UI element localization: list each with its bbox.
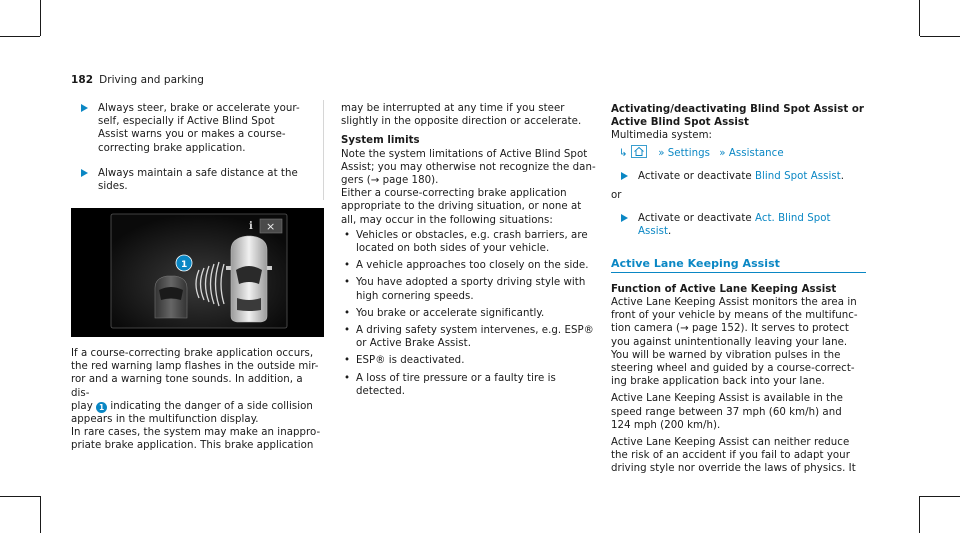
- section-heading: System limits: [341, 135, 420, 147]
- list-item: • You brake or accelerate significantly.: [341, 307, 599, 320]
- list-item: • ESP® is deactivated.: [341, 354, 599, 367]
- crop-mark: [920, 36, 960, 37]
- arrow-bullet-icon: [621, 214, 628, 222]
- section-title: Driving and parking: [99, 74, 204, 86]
- chevron-right-icon: »: [658, 147, 665, 159]
- callout-marker: 1: [96, 402, 107, 413]
- section-title: Active Lane Keeping Assist: [611, 257, 866, 273]
- home-icon[interactable]: [631, 145, 647, 158]
- column-1: [71, 102, 324, 193]
- page-number: 182: [71, 74, 94, 86]
- section-heading: Function of Active Lane Keeping Assist: [611, 283, 837, 295]
- blind-spot-display-graphic: [71, 208, 324, 337]
- menu-item-blind-spot-assist[interactable]: Blind Spot Assist: [754, 170, 841, 182]
- column-1-text: If a course-correcting brake application occurs, the red warning lamp flashes in the outside mir- ror and a warning tone sounds. In addition, a dis- play 1 indicating the danger of a side collision appears in the multifunction display. In rare cases, the system may make an inappro- priate brake application. This brake application: [71, 348, 321, 452]
- list-item: Always maintain a safe distance at the sides.: [71, 167, 324, 193]
- list-item: • A vehicle approaches too closely on the side.: [341, 259, 599, 272]
- list-item: Activate or deactivate Blind Spot Assist.: [611, 170, 866, 183]
- menu-item-assistance[interactable]: Assistance: [728, 147, 784, 159]
- arrow-bullet-icon: [81, 169, 88, 177]
- crop-mark: [919, 0, 920, 36]
- crop-mark: [40, 496, 41, 533]
- page-header: [71, 74, 204, 87]
- section-heading: Activating/deactivating Blind Spot Assist or: [611, 104, 864, 115]
- list-item: • A driving safety system intervenes, e.g. ESP® or Active Brake Assist.: [341, 324, 599, 350]
- crop-mark: [40, 0, 41, 36]
- menu-item-active-blind-spot-assist[interactable]: Act. Blind Spot Assist: [638, 213, 831, 238]
- rear-vehicle-graphic: [155, 276, 187, 318]
- list-item: • You have adopted a sporty driving style with high cornering speeds.: [341, 276, 599, 302]
- close-icon: ×: [266, 220, 276, 233]
- navigation-path: [619, 145, 866, 160]
- page-reference[interactable]: tion camera (→ page 152). It serves to protect: [611, 323, 849, 335]
- section-heading: Active Blind Spot Assist: [611, 117, 749, 129]
- return-arrow-icon: ↳: [619, 147, 628, 159]
- own-vehicle-graphic: [226, 236, 272, 322]
- page-reference[interactable]: gers (→ page 180).: [341, 175, 439, 187]
- list-item: • A loss of tire pressure or a faulty tire is detected.: [341, 372, 599, 398]
- list-item: Always steer, brake or accelerate your- self, especially if Active Blind Spot Assist warns you or makes a course- correcting brake application.: [71, 102, 324, 155]
- crop-mark: [919, 496, 920, 533]
- menu-item-settings[interactable]: Settings: [667, 147, 710, 159]
- column-2: may be interrupted at any time if you steer slightly in the opposite direction or accelerate. System limits Note the system limitations of Active Blind Spot Assist; you may otherwise not recognize the dan- gers (→ page 180). Either a course-correcting brake application appropriate to the driving situation, or none at all, may occur in the following situations: • Vehicles or obstacles, e.g. crash barriers, are located on both sides of your vehicle. • A vehicle approaches too closely on the side. • You have adopted a sporty driving style with high cornering speeds. • You brake or accelerate significantly. • A driving safety system intervenes, e.g. ESP® or Active Brake Assist. • ESP® is deactivated. • A loss of tire pressure or a faulty tire is detected.: [341, 102, 599, 398]
- crop-mark: [920, 496, 960, 497]
- arrow-bullet-icon: [621, 172, 628, 180]
- svg-text:1: 1: [181, 260, 188, 270]
- info-icon: i: [249, 221, 253, 232]
- list-item: • Vehicles or obstacles, e.g. crash barriers, are located on both sides of your vehicle.: [341, 229, 599, 255]
- column-3: Activating/deactivating Blind Spot Assist or Active Blind Spot Assist Multimedia system: ↳ » Settings » Assistance Activate or deactivate Blind Spot Assist. or Activate or deactivate Act. Blind Spot Assist. Active Lane Keeping Assist Function of Active Lane Keeping Assist Active Lane Keeping Assist monitors the area in front of your vehicle by means of the multifunc- tion camera (→ page 152). It serves to protect you against unintentionally leaving your lane. You will be warned by vibration pulses in the steering wheel and guided by a course-correct- ing brake application back into your lane. Active Lane Keeping Assist is available in the speed range between 37 mph (60 km/h) and 124 mph (200 km/h). Active Lane Keeping Assist can neither reduce the risk of an accident if you fail to adapt your driving style nor override the laws of physics. It: [611, 103, 866, 476]
- crop-mark: [0, 496, 40, 497]
- display-illustration: [71, 208, 324, 337]
- chevron-right-icon: »: [719, 147, 726, 159]
- arrow-bullet-icon: [81, 104, 88, 112]
- crop-mark: [0, 36, 40, 37]
- list-item: Activate or deactivate Act. Blind Spot Assist.: [611, 212, 866, 238]
